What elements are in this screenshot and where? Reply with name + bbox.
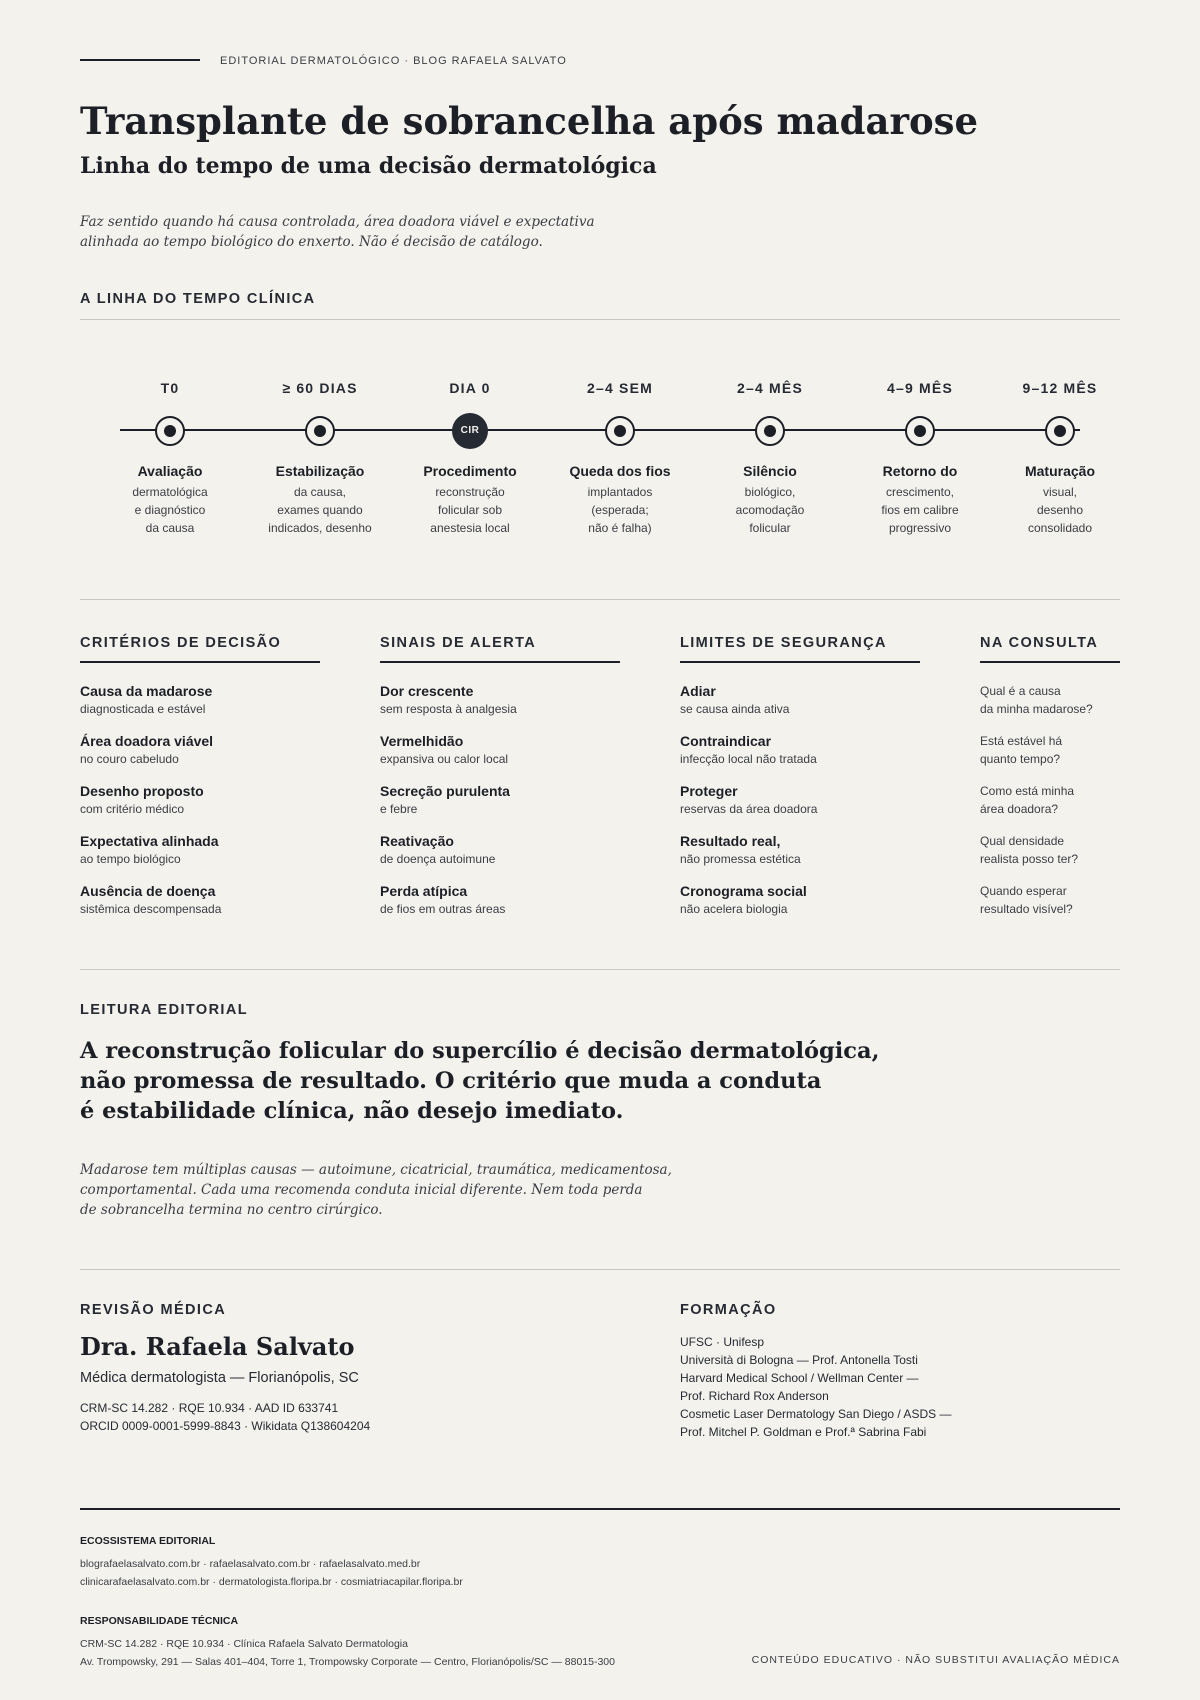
timeline-step-desc-line: crescimento, [885, 485, 955, 499]
timeline-step-desc-line: não é falha) [588, 521, 652, 535]
timeline-step-label: T0 [160, 380, 180, 396]
timeline-step-desc [695, 483, 845, 537]
criterios-item [80, 782, 320, 832]
alerta-item-sub: expansiva ou calor local [380, 752, 509, 766]
criterios-item-sub: com critério médico [80, 802, 185, 816]
timeline-step [985, 380, 1135, 537]
timeline-heading: A LINHA DO TEMPO CLÍNICA [80, 291, 316, 307]
timeline-step-desc-line: fios em calibre [881, 503, 959, 517]
editorial-note-line: Madarose tem múltiplas causas — autoimune, cicatricial, traumática, medicamentosa, [80, 1162, 672, 1178]
timeline-step-label: 2–4 SEM [587, 380, 653, 396]
timeline-step-label: 2–4 MÊS [737, 380, 803, 396]
criterios-item-title: Desenho proposto [80, 783, 204, 799]
formacao-list [680, 1333, 951, 1441]
timeline-step [245, 380, 395, 537]
timeline-step-desc-line: folicular [749, 521, 791, 535]
editorial-quote-line: A reconstrução folicular do supercílio é decisão dermatológica, [80, 1038, 880, 1064]
consulta-question-line: realista posso ter? [980, 852, 1079, 866]
limites-item [680, 682, 920, 732]
limites-heading: LIMITES DE SEGURANÇA [680, 635, 887, 651]
formacao-line: Cosmetic Laser Dermatology San Diego / ASDS — [680, 1407, 952, 1421]
consulta-question [980, 782, 1120, 832]
column-rule [680, 661, 920, 663]
formacao-line: Prof. Richard Rox Anderson [680, 1389, 829, 1403]
timeline-step-desc-line: dermatológica [132, 485, 208, 499]
consulta-question-line: quanto tempo? [980, 752, 1061, 766]
criterios-item [80, 732, 320, 782]
responsibility-text [80, 1635, 615, 1671]
timeline-step [95, 380, 245, 537]
formacao-line: Harvard Medical School / Wellman Center — [680, 1371, 919, 1385]
divider [80, 1269, 1120, 1270]
timeline-step-title: Estabilização [275, 463, 365, 479]
timeline-step-desc-line: anestesia local [430, 521, 510, 535]
consulta-question-line: Quando esperar [980, 884, 1067, 898]
timeline-step-desc-line: e diagnóstico [134, 503, 206, 517]
consulta-column [980, 635, 1120, 932]
timeline-node-icon [755, 416, 785, 446]
consulta-question-line: Está estável há [980, 734, 1063, 748]
timeline-step-title: Avaliação [137, 463, 203, 479]
timeline-step [695, 380, 845, 537]
alerta-item [380, 782, 620, 832]
timeline-step-desc-line: (esperada; [591, 503, 649, 517]
alerta-item [380, 882, 620, 932]
divider [80, 969, 1120, 970]
consulta-question [980, 732, 1120, 782]
editorial-note-line: de sobrancelha termina no centro cirúrgico. [80, 1202, 383, 1218]
page-title: Transplante de sobrancelha após madarose [80, 99, 979, 143]
limites-item-sub: se causa ainda ativa [680, 702, 790, 716]
alerta-item-title: Dor crescente [380, 683, 474, 699]
timeline-step-title: Queda dos fios [569, 463, 671, 479]
page-subtitle: Linha do tempo de uma decisão dermatológica [80, 153, 657, 179]
surgery-node-icon: CIR [452, 413, 488, 449]
ecosystem-links [80, 1555, 463, 1591]
doctor-name: Dra. Rafaela Salvato [80, 1332, 355, 1361]
responsibility-heading: RESPONSABILIDADE TÉCNICA [80, 1615, 239, 1627]
editorial-quote-line: não promessa de resultado. O critério que muda a conduta [80, 1068, 822, 1094]
footer-rule [80, 1508, 1120, 1510]
criterios-item [80, 882, 320, 932]
editorial-quote [80, 1036, 960, 1126]
limites-item-title: Resultado real, [680, 833, 781, 849]
column-rule [980, 661, 1120, 663]
criterios-item [80, 832, 320, 882]
alerta-item-sub: e febre [380, 802, 418, 816]
limites-item [680, 782, 920, 832]
timeline-step-desc-line: folicular sob [437, 503, 503, 517]
limites-column [680, 635, 920, 932]
ecosystem-link-line: clinicarafaelasalvato.com.br · dermatologista.floripa.br · cosmiatriacapilar.floripa.br [80, 1576, 463, 1588]
column-rule [80, 661, 320, 663]
timeline-step [545, 380, 695, 537]
consulta-question-line: resultado visível? [980, 902, 1073, 916]
timeline-step [845, 380, 995, 537]
limites-item-sub: não promessa estética [680, 852, 801, 866]
timeline-step-label: 9–12 MÊS [1022, 380, 1098, 396]
timeline-step-label: ≥ 60 DIAS [282, 380, 358, 396]
limites-item [680, 732, 920, 782]
consulta-question [980, 882, 1120, 932]
limites-item [680, 832, 920, 882]
timeline-step-desc-line: da causa, [293, 485, 347, 499]
timeline-step-desc-line: implantados [587, 485, 653, 499]
consulta-question-line: Qual é a causa [980, 684, 1061, 698]
criterios-heading: CRITÉRIOS DE DECISÃO [80, 635, 282, 651]
criterios-item-title: Ausência de doença [80, 883, 216, 899]
editorial-note [80, 1160, 690, 1220]
timeline-node-icon [155, 416, 185, 446]
consulta-question-line: área doadora? [980, 802, 1059, 816]
timeline-step-title: Maturação [1024, 463, 1096, 479]
alerta-heading: SINAIS DE ALERTA [380, 635, 537, 651]
ecosystem-link-line: blografaelasalvato.com.br · rafaelasalvato.com.br · rafaelasalvato.med.br [80, 1558, 421, 1570]
ecosystem-heading: ECOSSISTEMA EDITORIAL [80, 1535, 216, 1547]
timeline-step [395, 380, 545, 537]
timeline-node-icon [605, 416, 635, 446]
limites-item-title: Adiar [680, 683, 716, 699]
editorial-quote-line: é estabilidade clínica, não desejo imediato. [80, 1098, 624, 1124]
disclaimer: CONTEÚDO EDUCATIVO · NÃO SUBSTITUI AVALIAÇÃO MÉDICA [751, 1654, 1120, 1666]
timeline-node-icon [1045, 416, 1075, 446]
consulta-question-line: Qual densidade [980, 834, 1065, 848]
review-heading: REVISÃO MÉDICA [80, 1302, 227, 1318]
responsibility-line: CRM-SC 14.282 · RQE 10.934 · Clínica Rafaela Salvato Dermatologia [80, 1638, 408, 1650]
formacao-heading: FORMAÇÃO [680, 1302, 777, 1318]
timeline-step-desc-line: consolidado [1027, 521, 1093, 535]
formacao-line: UFSC · Unifesp [680, 1335, 765, 1349]
timeline-step-desc-line: da causa [145, 521, 195, 535]
consulta-question-line: da minha madarose? [980, 702, 1093, 716]
consulta-question-line: Como está minha [980, 784, 1075, 798]
consulta-heading: NA CONSULTA [980, 635, 1099, 651]
timeline-step-desc [985, 483, 1135, 537]
alerta-list [380, 682, 620, 932]
timeline-node-icon [905, 416, 935, 446]
column-rule [380, 661, 620, 663]
timeline-step-desc [95, 483, 245, 537]
timeline-step-desc-line: biológico, [744, 485, 796, 499]
limites-item-sub: infecção local não tratada [680, 752, 817, 766]
formacao-line: Università di Bologna — Prof. Antonella Tosti [680, 1353, 918, 1367]
timeline-step-desc [545, 483, 695, 537]
divider [80, 319, 1120, 320]
timeline-step-title: Retorno do [882, 463, 958, 479]
alerta-item [380, 682, 620, 732]
alerta-item-sub: de doença autoimune [380, 852, 496, 866]
criterios-item [80, 682, 320, 732]
criterios-item-sub: sistêmica descompensada [80, 902, 222, 916]
timeline-step-desc [845, 483, 995, 537]
doctor-id-line: ORCID 0009-0001-5999-8843 · Wikidata Q138604204 [80, 1419, 371, 1433]
limites-item-title: Cronograma social [680, 883, 807, 899]
alerta-item-title: Reativação [380, 833, 454, 849]
limites-item [680, 882, 920, 932]
editorial-note-line: comportamental. Cada uma recomenda conduta inicial diferente. Nem toda perda [80, 1182, 643, 1198]
criterios-item-title: Área doadora viável [80, 733, 214, 749]
limites-item-sub: reservas da área doadora [680, 802, 818, 816]
doctor-id-line: CRM-SC 14.282 · RQE 10.934 · AAD ID 633741 [80, 1401, 339, 1415]
timeline-step-desc-line: visual, [1042, 485, 1077, 499]
timeline-step-title: Procedimento [423, 463, 517, 479]
limites-item-sub: não acelera biologia [680, 902, 788, 916]
criterios-item-title: Causa da madarose [80, 683, 213, 699]
doctor-ids [80, 1399, 370, 1435]
criterios-item-title: Expectativa alinhada [80, 833, 219, 849]
alerta-item [380, 732, 620, 782]
alerta-item-sub: de fios em outras áreas [380, 902, 506, 916]
timeline-step-desc [395, 483, 545, 537]
criterios-item-sub: diagnosticada e estável [80, 702, 206, 716]
consulta-question [980, 832, 1120, 882]
timeline-step-desc-line: desenho [1036, 503, 1084, 517]
timeline-step-title: Silêncio [743, 463, 797, 479]
timeline-step-desc-line: exames quando [277, 503, 363, 517]
timeline-step-desc-line: reconstrução [435, 485, 505, 499]
alerta-item [380, 832, 620, 882]
editorial-heading: LEITURA EDITORIAL [80, 1002, 248, 1018]
formacao-line: Prof. Mitchel P. Goldman e Prof.ª Sabrina Fabi [680, 1425, 927, 1439]
timeline-step-label: 4–9 MÊS [887, 380, 953, 396]
timeline-step-label: DIA 0 [449, 380, 491, 396]
criterios-item-sub: ao tempo biológico [80, 852, 181, 866]
doctor-role: Médica dermatologista — Florianópolis, SC [80, 1370, 359, 1386]
consulta-question [980, 682, 1120, 732]
criterios-item-sub: no couro cabeludo [80, 752, 179, 766]
criterios-column [80, 635, 320, 932]
eyebrow: EDITORIAL DERMATOLÓGICO · BLOG RAFAELA SALVATO [220, 55, 567, 67]
header-rule [80, 59, 200, 61]
criterios-list [80, 682, 320, 932]
timeline-step-desc-line: indicados, desenho [268, 521, 372, 535]
limites-item-title: Contraindicar [680, 733, 772, 749]
consulta-list [980, 682, 1120, 932]
lede: Faz sentido quando há causa controlada, área doadora viável e expectativa alinhada ao tempo biológico do enxerto. Não é decisão de catálogo. [80, 214, 595, 250]
alerta-item-title: Perda atípica [380, 883, 468, 899]
alerta-item-title: Vermelhidão [380, 733, 464, 749]
timeline-node-icon [305, 416, 335, 446]
timeline-step-desc-line: acomodação [735, 503, 805, 517]
divider [80, 599, 1120, 600]
limites-list [680, 682, 920, 932]
limites-item-title: Proteger [680, 783, 738, 799]
alerta-item-title: Secreção purulenta [380, 783, 510, 799]
timeline-step-desc-line: progressivo [888, 521, 952, 535]
alerta-column [380, 635, 620, 932]
responsibility-line: Av. Trompowsky, 291 — Salas 401–404, Torre 1, Trompowsky Corporate — Centro, Florianópolis/SC — 88015-300 [80, 1656, 615, 1668]
alerta-item-sub: sem resposta à analgesia [380, 702, 517, 716]
timeline-step-desc [245, 483, 395, 537]
